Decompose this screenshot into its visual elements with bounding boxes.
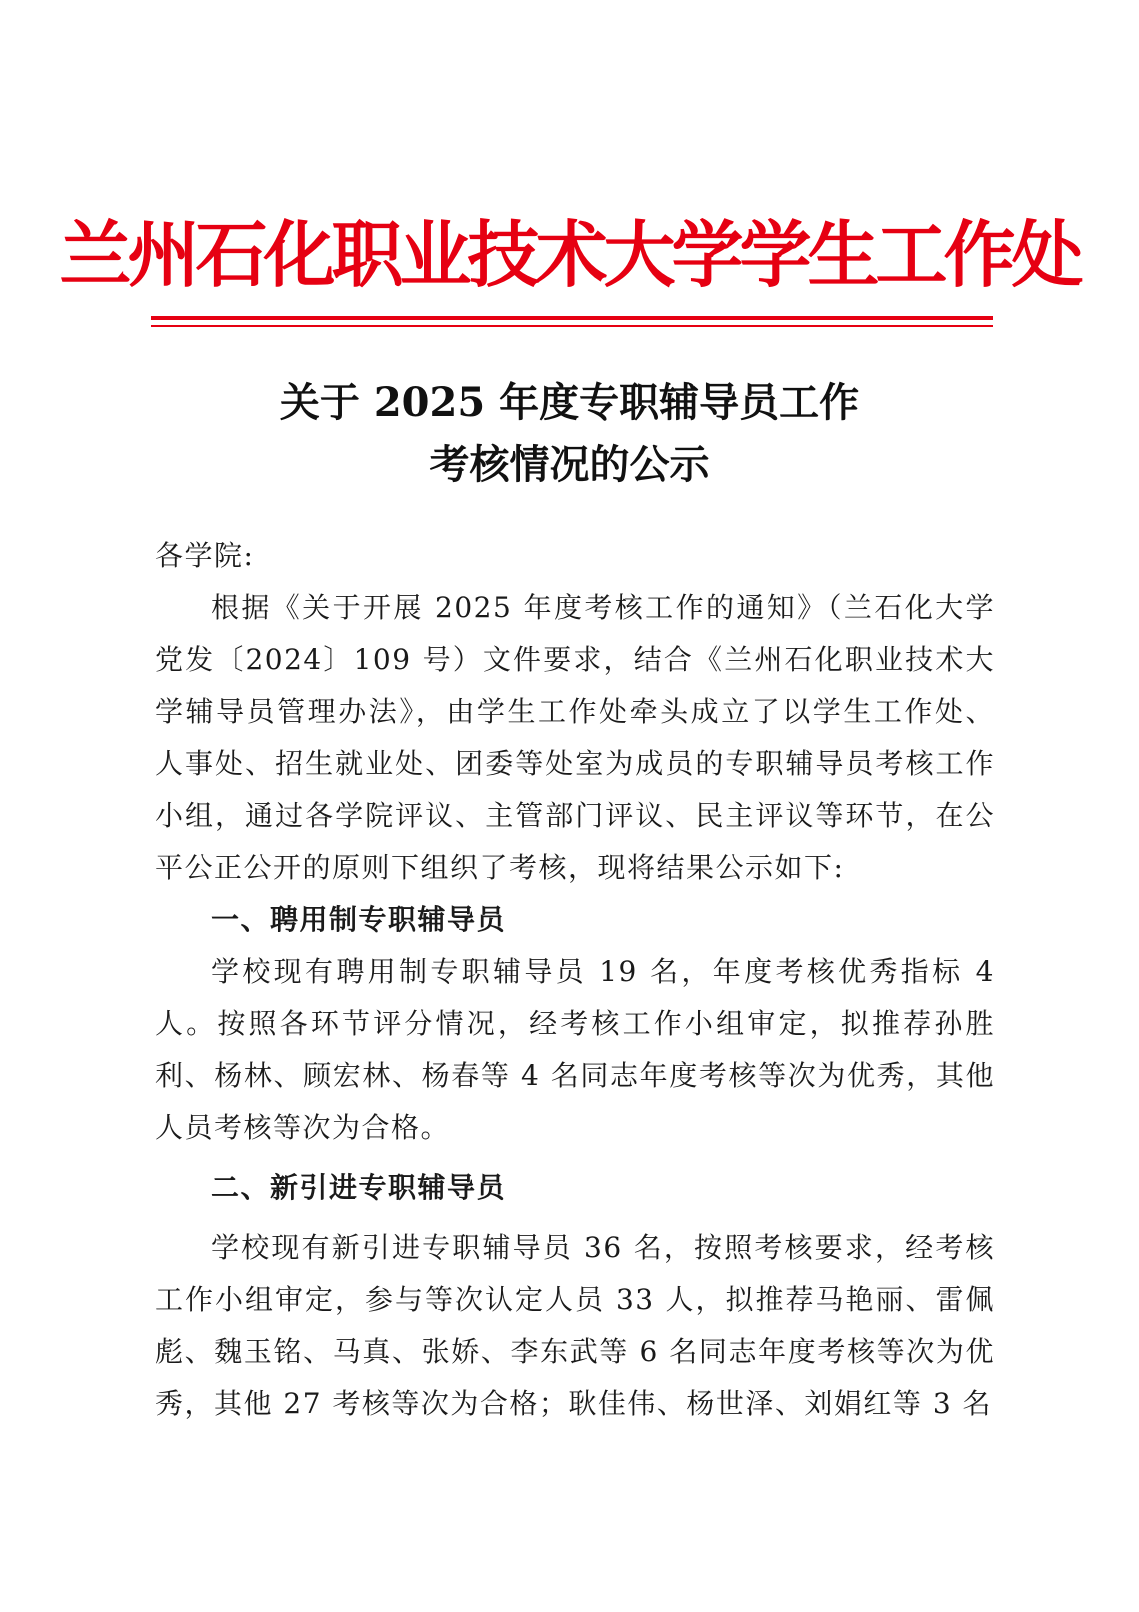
salutation: 各学院: (155, 539, 255, 572)
paragraph-spacer (155, 1214, 995, 1222)
section-2-paragraph: 学校现有新引进专职辅导员 36 名，按照考核要求，经考核工作小组审定，参与等次认定人员 33 人，拟推荐马艳丽、雷佩彪、魏玉铭、马真、张娇、李东武等 6 名同志年度考核等次为优秀，其他 27 考核等次为合格；耿佳伟、杨世泽、刘娟红等 3 名 (155, 1231, 995, 1420)
section-1-paragraph: 学校现有聘用制专职辅导员 19 名，年度考核优秀指标 4 人。按照各环节评分情况，经考核工作小组审定，拟推荐孙胜利、杨林、顾宏林、杨春等 4 名同志年度考核等次为优秀，其他人员考核等次为合格。 (155, 955, 995, 1144)
document-title-line-1: 关于 2025 年度专职辅导员工作 (279, 379, 860, 426)
document-body (155, 530, 995, 1430)
section-2-heading: 二、新引进专职辅导员 (211, 1171, 507, 1204)
paragraph-spacer (155, 1154, 995, 1162)
letterhead-title: 兰州石化职业技术大学学生工作处 (59, 213, 1080, 297)
section-1-heading: 一、聘用制专职辅导员 (211, 903, 507, 936)
letterhead-rule-thin (151, 325, 993, 327)
intro-paragraph: 根据《关于开展 2025 年度考核工作的通知》（兰石化大学党发〔2024〕109 号）文件要求，结合《兰州石化职业技术大学辅导员管理办法》，由学生工作处牵头成立了以学生工作处、人事处、招生就业处、团委等处室为成员的专职辅导员考核工作小组，通过各学院评议、主管部门评议、民主评议等环节，在公平公正公开的原则下组织了考核，现将结果公示如下: (155, 591, 995, 884)
letterhead-rule-thick (151, 316, 993, 320)
document-title-line-2: 考核情况的公示 (429, 441, 710, 488)
document-title (0, 372, 1139, 496)
